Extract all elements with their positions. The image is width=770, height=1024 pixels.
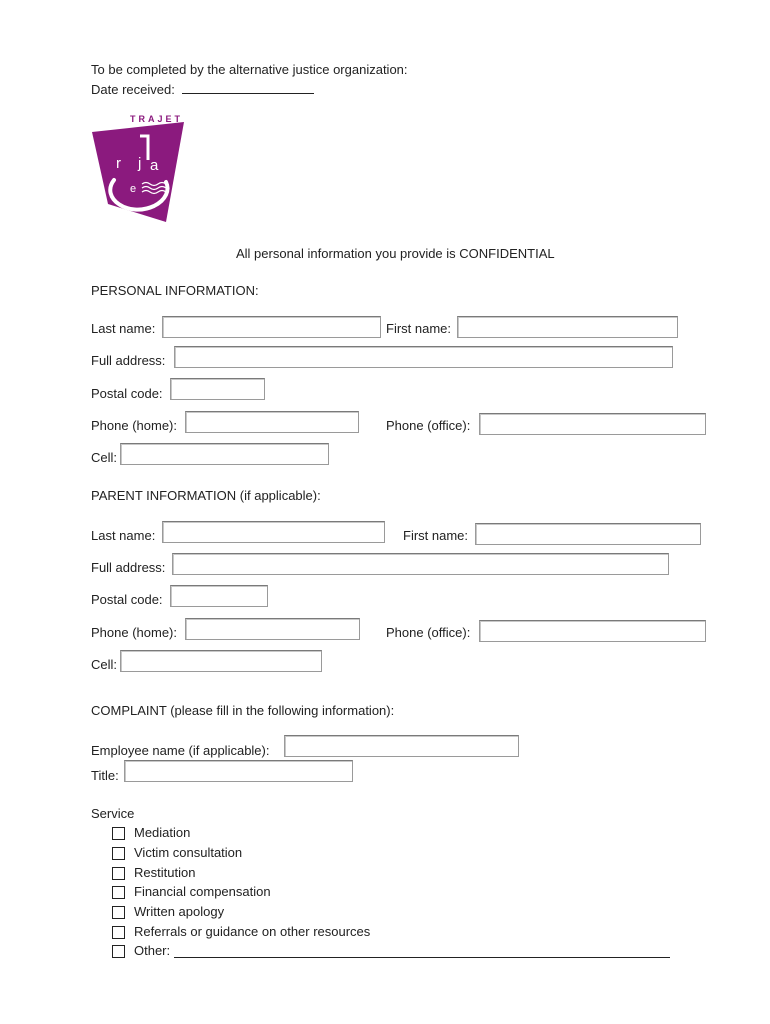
logo-letter-j: j [138, 155, 142, 172]
parent-phone-home-input[interactable] [185, 618, 360, 640]
title-input[interactable] [124, 760, 353, 782]
parent-last-name-input[interactable] [162, 521, 385, 543]
service-option-other[interactable] [112, 942, 670, 960]
service-option-victim-consultation[interactable] [112, 844, 242, 862]
personal-cell-input[interactable] [120, 443, 329, 465]
referrals-label: Referrals or guidance on other resources [134, 924, 371, 939]
parent-postal-input[interactable] [170, 585, 268, 607]
parent-phone-office-label: Phone (office): [386, 625, 471, 640]
personal-phone-office-input[interactable] [479, 413, 706, 435]
logo-letter-r: r [116, 155, 121, 172]
restitution-checkbox[interactable] [112, 867, 125, 880]
restitution-label: Restitution [134, 865, 196, 880]
written-apology-label: Written apology [134, 904, 225, 919]
trajet-logo-graphic [88, 110, 188, 228]
financial-compensation-label: Financial compensation [134, 884, 271, 899]
victim-consultation-label: Victim consultation [134, 845, 243, 860]
complaint-heading: COMPLAINT (please fill in the following information): [91, 703, 395, 718]
service-option-written-apology[interactable] [112, 903, 224, 921]
employee-name-label: Employee name (if applicable): [91, 743, 270, 758]
employee-name-input[interactable] [284, 735, 519, 757]
personal-heading: PERSONAL INFORMATION: [91, 283, 259, 298]
parent-first-name-input[interactable] [475, 523, 701, 545]
logo-word: TRAJET [130, 114, 184, 124]
date-received-row [91, 80, 314, 98]
date-received-label: Date received: [91, 82, 175, 97]
personal-phone-office-label: Phone (office): [386, 418, 471, 433]
parent-address-label: Full address: [91, 560, 166, 575]
personal-last-name-label: Last name: [91, 321, 156, 336]
service-heading: Service [91, 806, 135, 821]
other-label: Other: [134, 943, 171, 958]
logo-letter-a: a [150, 157, 159, 174]
trajet-logo [88, 110, 188, 228]
header-instruction: To be completed by the alternative justice organization: [91, 62, 408, 77]
title-label: Title: [91, 768, 119, 783]
personal-phone-home-input[interactable] [185, 411, 359, 433]
date-received-line[interactable] [182, 80, 314, 94]
personal-cell-label: Cell: [91, 450, 118, 465]
mediation-checkbox[interactable] [112, 827, 125, 840]
victim-consultation-checkbox[interactable] [112, 847, 125, 860]
service-option-restitution[interactable] [112, 864, 195, 882]
personal-first-name-input[interactable] [457, 316, 678, 338]
other-specify-line[interactable] [174, 944, 670, 958]
parent-heading: PARENT INFORMATION (if applicable): [91, 488, 321, 503]
parent-cell-input[interactable] [120, 650, 322, 672]
mediation-label: Mediation [134, 825, 191, 840]
personal-phone-home-label: Phone (home): [91, 418, 177, 433]
parent-phone-home-label: Phone (home): [91, 625, 177, 640]
personal-address-label: Full address: [91, 353, 166, 368]
financial-compensation-checkbox[interactable] [112, 886, 125, 899]
service-option-mediation[interactable] [112, 824, 190, 842]
parent-cell-label: Cell: [91, 657, 118, 672]
personal-first-name-label: First name: [386, 321, 452, 336]
service-option-financial-compensation[interactable] [112, 883, 271, 901]
logo-letter-e: e [130, 183, 137, 195]
written-apology-checkbox[interactable] [112, 906, 125, 919]
personal-address-input[interactable] [174, 346, 673, 368]
other-checkbox[interactable] [112, 945, 125, 958]
personal-last-name-input[interactable] [162, 316, 381, 338]
parent-address-input[interactable] [172, 553, 669, 575]
personal-postal-input[interactable] [170, 378, 265, 400]
parent-postal-label: Postal code: [91, 592, 163, 607]
confidential-notice: All personal information you provide is CONFIDENTIAL [236, 246, 555, 261]
service-option-referrals[interactable] [112, 923, 370, 941]
parent-first-name-label: First name: [403, 528, 469, 543]
parent-phone-office-input[interactable] [479, 620, 706, 642]
personal-postal-label: Postal code: [91, 386, 163, 401]
parent-last-name-label: Last name: [91, 528, 156, 543]
logo-shape [92, 122, 184, 222]
referrals-checkbox[interactable] [112, 926, 125, 939]
